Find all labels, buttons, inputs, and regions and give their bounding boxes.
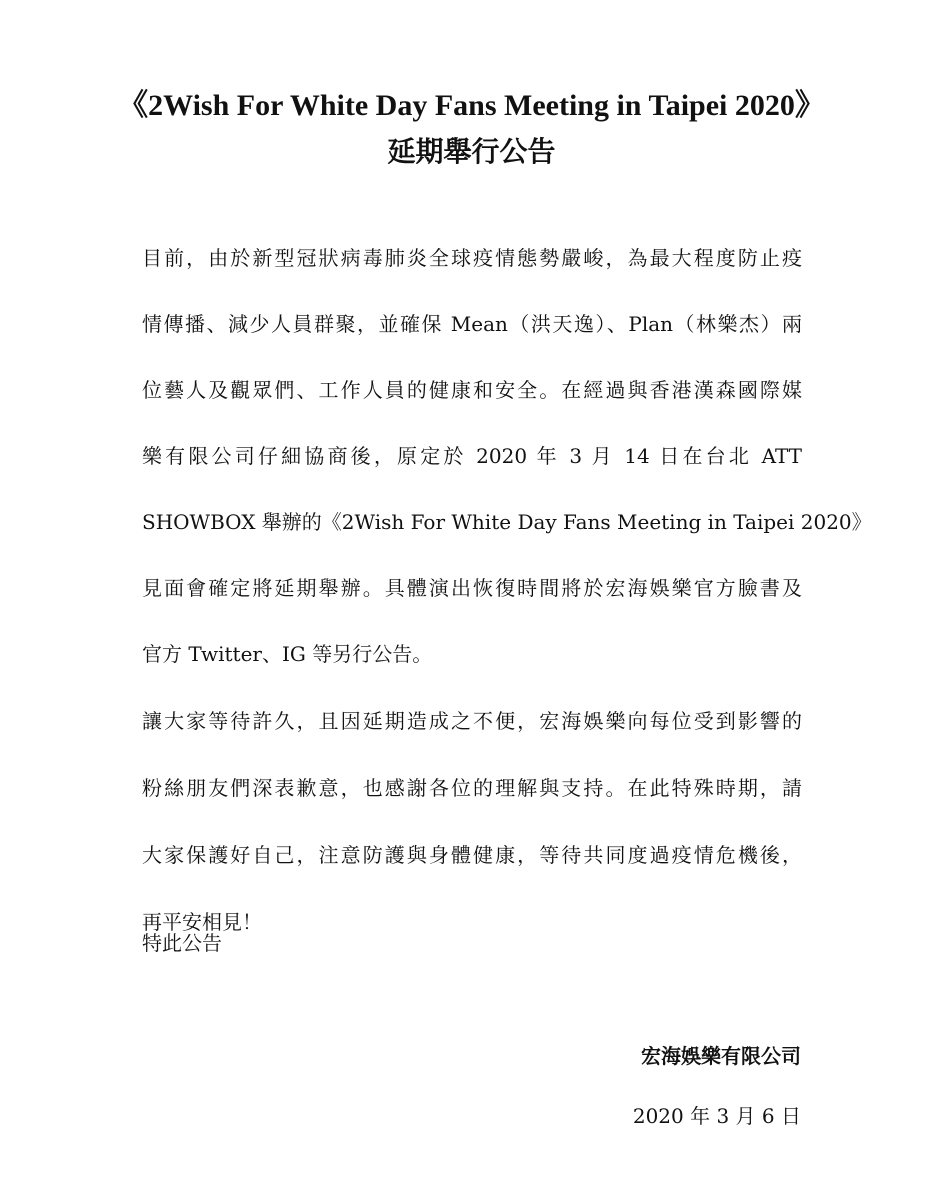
- paragraph-line: 目前，由於新型冠狀病毒肺炎全球疫情態勢嚴峻，為最大程度防止疫: [142, 246, 802, 270]
- paragraph-line: 大家保護好自己，注意防護與身體健康，等待共同度過疫情危機後，: [142, 843, 802, 867]
- paragraph-line: 情傳播、減少人員群聚，並確保 Mean（洪天逸）、Plan（林樂杰）兩: [142, 312, 802, 336]
- paragraph-line: 官方 Twitter、IG 等另行公告。: [142, 642, 433, 666]
- paragraph-line: 再平安相見！: [142, 910, 262, 934]
- signature-date: 2020 年 3 月 6 日: [632, 1104, 801, 1128]
- paragraph-line: SHOWBOX 舉辦的《2Wish For White Day Fans Meeting in Taipei 2020》: [142, 510, 872, 534]
- paragraph-line: 樂有限公司仔細協商後，原定於 2020 年 3 月 14 日在台北 ATT: [142, 444, 802, 468]
- signature-company: 宏海娛樂有限公司: [641, 1044, 801, 1068]
- paragraph-line: 位藝人及觀眾們、工作人員的健康和安全。在經過與香港漢森國際媒: [142, 378, 802, 402]
- document-subtitle: 延期舉行公告: [387, 137, 556, 168]
- document-title: 《2Wish For White Day Fans Meeting in Taipei 2020》: [118, 89, 825, 122]
- closing-text: 特此公告: [142, 931, 222, 955]
- paragraph-line: 見面會確定將延期舉辦。具體演出恢復時間將於宏海娛樂官方臉書及: [142, 576, 802, 600]
- paragraph-line: 粉絲朋友們深表歉意，也感謝各位的理解與支持。在此特殊時期，請: [142, 776, 802, 800]
- paragraph-line: 讓大家等待許久，且因延期造成之不便，宏海娛樂向每位受到影響的: [142, 709, 802, 733]
